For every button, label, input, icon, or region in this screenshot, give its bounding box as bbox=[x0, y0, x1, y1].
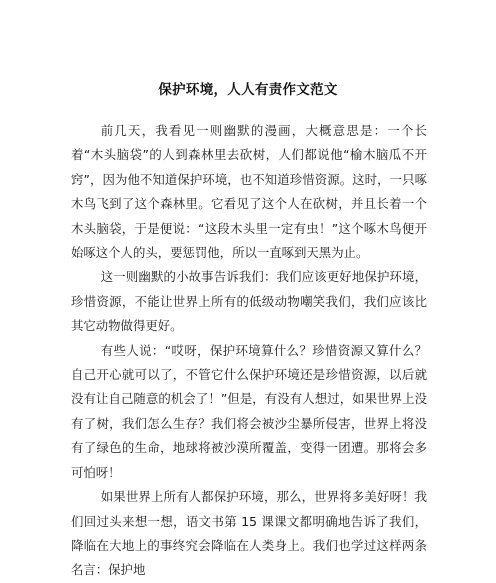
paragraph-2: 这一则幽默的小故事告诉我们：我们应该更好地保护环境，珍惜资源，不能让世界上所有的低级动物嘲笑我们，我们应该比其它动物做得更好。 bbox=[71, 269, 427, 334]
document-body bbox=[71, 119, 427, 583]
paragraph-1: 前几天，我看见一则幽默的漫画，大概意思是：一个长着“木头脑袋”的人到森林里去砍树，人们都说他“榆木脑瓜不开窍”，因为他不知道保护环境，也不知道珍惜资源。这时，一只啄木鸟飞到了这个森林里。它看见了这个人在砍树，并且长着一个木头脑袋，于是便说：“这段木头里一定有虫！”这个啄木鸟便开始啄这个人的头，要惩罚他，所以一直啄到天黑为止。 bbox=[71, 123, 427, 261]
document-title: 保护环境，人人有责作文范文 bbox=[158, 82, 338, 98]
paragraph-4: 如果世界上所有人都保护环境，那么，世界将多美好呀！我们回过头来想一想，语文书第 15 课课文都明确地告诉了我们，降临在大地上的事终究会降临在人类身上。我们也学过这样两条名言：保护地 bbox=[71, 489, 427, 578]
paragraph-3: 有些人说：“哎呀，保护环境算什么？珍惜资源又算什么？自己开心就可以了，不管它什么保护环境还是珍惜资源，以后就没有让自己随意的机会了！”但是，有没有人想过，如果世界上没有了树，我们怎么生存？我们将会被沙尘暴所侵害，世界上将没有了绿色的生命，地球将被沙漠所覆盖，变得一团遭。那将会多可怕呀！ bbox=[71, 342, 427, 480]
